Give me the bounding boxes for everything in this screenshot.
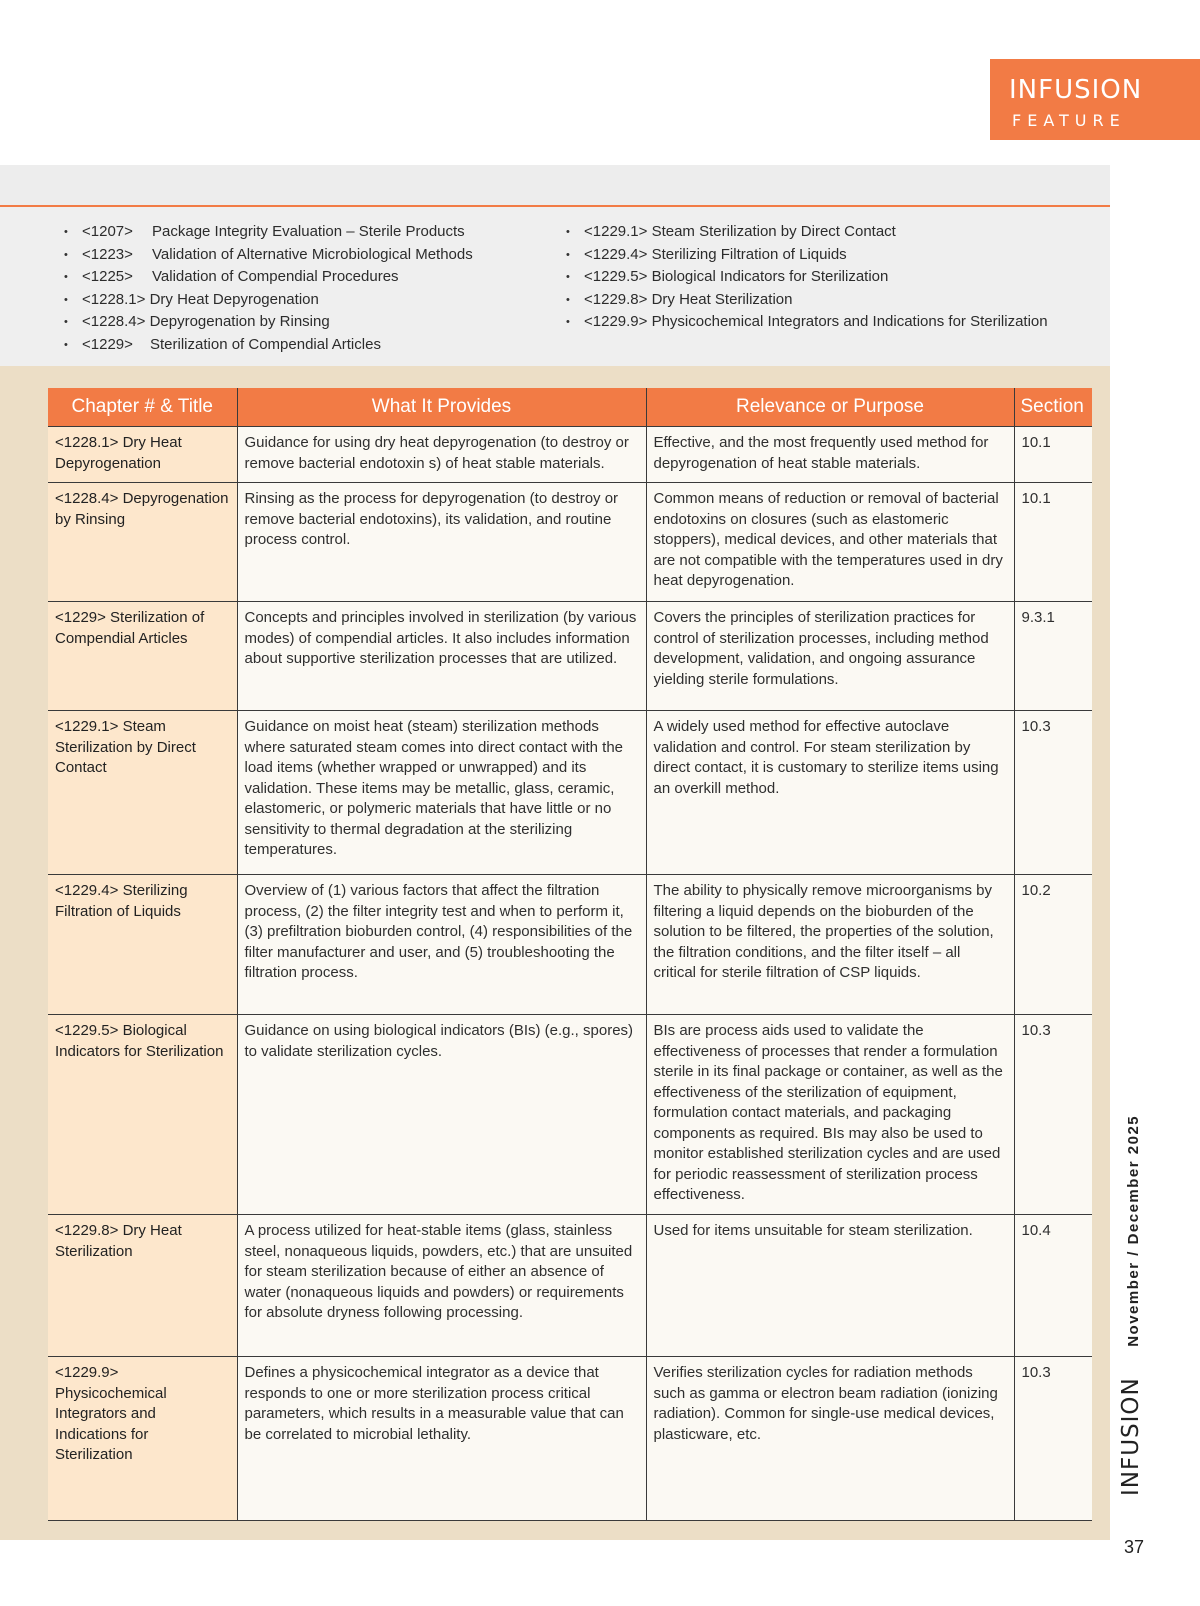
provides-cell: Guidance on using biological indicators (BIs) (e.g., spores) to validate sterilization cycles. (237, 1015, 646, 1215)
section-header-bar (0, 165, 1110, 207)
purpose-cell: Used for items unsuitable for steam sterilization. (646, 1215, 1014, 1357)
provides-cell: A process utilized for heat-stable items (glass, stainless steel, nonaqueous liquids, powders, etc.) that are unsuited for steam sterilization because of either an absence of water (nonaqueous liquids and powders) or requirements for absolute dryness following processing. (237, 1215, 646, 1357)
chapter-cell: <1229.5> Biological Indicators for Sterilization (48, 1015, 237, 1215)
feature-label: FEATURE (1012, 111, 1126, 130)
table-row (48, 1015, 1092, 1215)
infusion-logo: INFUSION (1009, 75, 1143, 105)
purpose-cell: Verifies sterilization cycles for radiation methods such as gamma or electron beam radiation (ionizing radiation). Common for single-use medical devices, plasticware, etc. (646, 1357, 1014, 1521)
reference-list-panel (0, 207, 1110, 366)
section-cell: 10.1 (1014, 483, 1092, 602)
sterilization-chapters-table (48, 388, 1092, 1521)
list-item: • <1229.1> Steam Sterilization by Direct Contact (566, 221, 1048, 244)
vertical-footer (1118, 1115, 1144, 1496)
section-cell: 10.3 (1014, 1357, 1092, 1521)
chapter-cell: <1229.9> Physicochemical Integrators and Indications for Sterilization (48, 1357, 237, 1521)
column-header-provides: What It Provides (237, 388, 646, 427)
section-cell: 10.1 (1014, 427, 1092, 483)
purpose-cell: BIs are process aids used to validate the effectiveness of processes that render a formulation sterile in its final package or container, as well as the effectiveness of the sterilization of equipment, formulation contact materials, and packaging components as required. BIs may also be used to monitor established sterilization cycles and are used for periodic reassessment of sterilization process effectiveness. (646, 1015, 1014, 1215)
issue-date: November / December 2025 (1125, 1114, 1142, 1347)
chapter-cell: <1228.1> Dry Heat Depyrogenation (48, 427, 237, 483)
section-cell: 10.4 (1014, 1215, 1092, 1357)
purpose-cell: Effective, and the most frequently used method for depyrogenation of heat stable materials. (646, 427, 1014, 483)
column-header-section: Section (1014, 388, 1092, 427)
provides-cell: Guidance for using dry heat depyrogenation (to destroy or remove bacterial endotoxin s) of heat stable materials. (237, 427, 646, 483)
infusion-footer-logo: INFUSION (1118, 1377, 1144, 1496)
list-item: • <1225> Validation of Compendial Procedures (64, 266, 473, 289)
reference-list-left (64, 221, 473, 356)
feature-banner (990, 59, 1200, 140)
section-cell: 9.3.1 (1014, 602, 1092, 711)
purpose-cell: A widely used method for effective autoclave validation and control. For steam sterilization by direct contact, it is customary to sterilize items using an overkill method. (646, 711, 1014, 875)
purpose-cell: Covers the principles of sterilization practices for control of sterilization processes, including method development, validation, and ongoing assurance yielding sterile formulations. (646, 602, 1014, 711)
table-header-row (48, 388, 1092, 427)
reference-list-right (566, 221, 1048, 334)
list-item: • <1229.9> Physicochemical Integrators and Indications for Sterilization (566, 311, 1048, 334)
list-item: • <1228.4> Depyrogenation by Rinsing (64, 311, 473, 334)
provides-cell: Overview of (1) various factors that affect the filtration process, (2) the filter integrity test and when to perform it, (3) prefiltration bioburden control, (4) responsibilities of the filter manufacturer and user, and (5) troubleshooting the filtration process. (237, 875, 646, 1015)
list-item: • <1229.4> Sterilizing Filtration of Liquids (566, 244, 1048, 267)
section-cell: 10.3 (1014, 711, 1092, 875)
list-item: • <1228.1> Dry Heat Depyrogenation (64, 289, 473, 312)
column-header-purpose: Relevance or Purpose (646, 388, 1014, 427)
chapter-cell: <1229.8> Dry Heat Sterilization (48, 1215, 237, 1357)
table-row (48, 875, 1092, 1015)
list-item: • <1229.8> Dry Heat Sterilization (566, 289, 1048, 312)
provides-cell: Rinsing as the process for depyrogenation (to destroy or remove bacterial endotoxins), its validation, and routine process control. (237, 483, 646, 602)
page-number: 37 (1124, 1537, 1145, 1557)
chapter-cell: <1228.4> Depyrogenation by Rinsing (48, 483, 237, 602)
list-item: • <1229.5> Biological Indicators for Sterilization (566, 266, 1048, 289)
table-row (48, 427, 1092, 483)
purpose-cell: Common means of reduction or removal of bacterial endotoxins on closures (such as elastomeric stoppers), medical devices, and other materials that are not compatible with the temperatures used in dry heat depyrogenation. (646, 483, 1014, 602)
chapter-cell: <1229.4> Sterilizing Filtration of Liquids (48, 875, 237, 1015)
section-cell: 10.3 (1014, 1015, 1092, 1215)
table-row (48, 1215, 1092, 1357)
chapter-cell: <1229> Sterilization of Compendial Articles (48, 602, 237, 711)
list-item: • <1223> Validation of Alternative Microbiological Methods (64, 244, 473, 267)
provides-cell: Concepts and principles involved in sterilization (by various modes) of compendial articles. It also includes information about supportive sterilization processes that are utilized. (237, 602, 646, 711)
table-row (48, 711, 1092, 875)
chapter-cell: <1229.1> Steam Sterilization by Direct Contact (48, 711, 237, 875)
list-item: • <1229> Sterilization of Compendial Articles (64, 334, 473, 357)
list-item: • <1207> Package Integrity Evaluation – Sterile Products (64, 221, 473, 244)
table-row (48, 602, 1092, 711)
purpose-cell: The ability to physically remove microorganisms by filtering a liquid depends on the bioburden of the solution to be filtered, the properties of the solution, the filtration conditions, and the filter itself – all critical for sterile filtration of CSP liquids. (646, 875, 1014, 1015)
provides-cell: Defines a physicochemical integrator as a device that responds to one or more sterilization process critical parameters, which results in a measurable value that can be correlated to microbial lethality. (237, 1357, 646, 1521)
provides-cell: Guidance on moist heat (steam) sterilization methods where saturated steam comes into direct contact with the load items (whether wrapped or unwrapped) and its validation. These items may be metallic, glass, ceramic, elastomeric, or polymeric materials that have little or no sensitivity to thermal degradation at the sterilizing temperatures. (237, 711, 646, 875)
table-row (48, 1357, 1092, 1521)
table-row (48, 483, 1092, 602)
column-header-chapter: Chapter # & Title (48, 388, 237, 427)
section-cell: 10.2 (1014, 875, 1092, 1015)
